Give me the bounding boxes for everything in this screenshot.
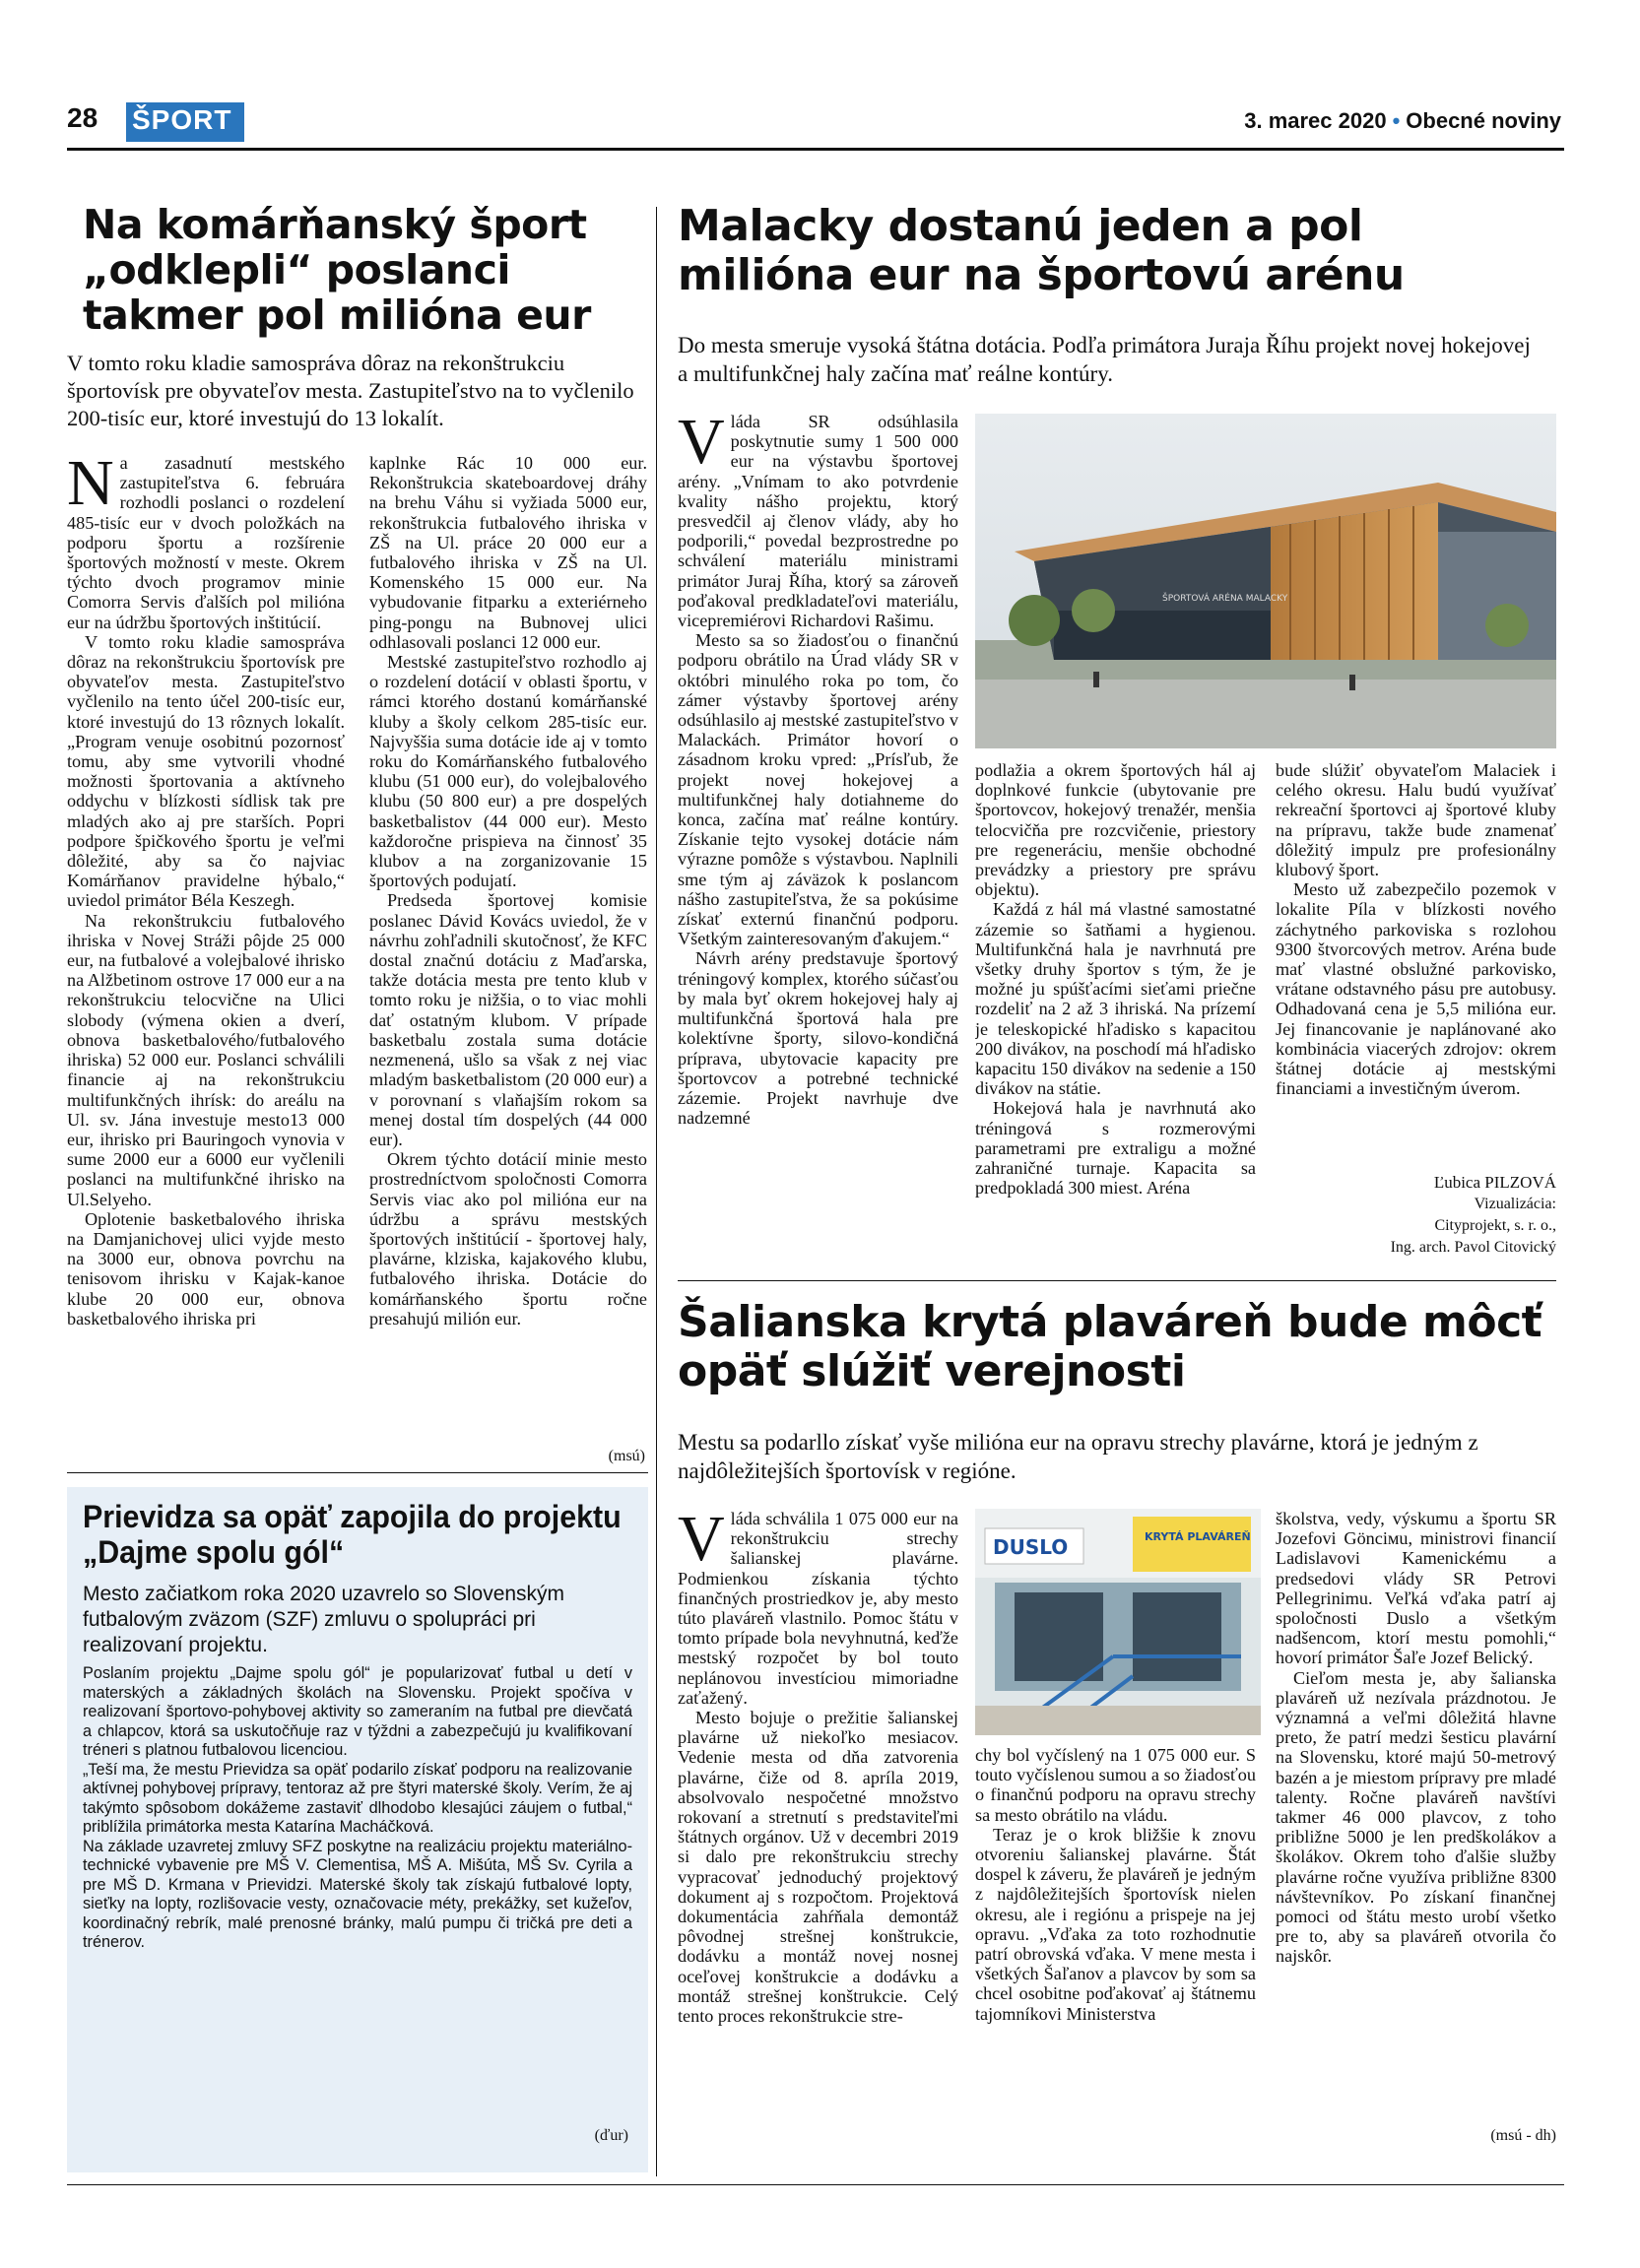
art2-lead: Do mesta smeruje vysoká štátna dotácia. Podľa primátora Juraja Říhu projekt novej hokejovej a multifunkčnej haly začína mať reálne kontúry. xyxy=(678,333,1531,386)
divider xyxy=(67,1472,648,1473)
art1-col2: kaplnke Rác 10 000 eur. Rekonštrukcia skateboardovej dráhy na brehu Váhu si vyžiada 5000 eur, rekonštrukcia futbalového ihriska v ZŠ na Ul. práce 20 000 eur a futbalového ihriska v ZŠ na Ul. Komenského 15 000 eur. Na vybudovanie fitparku a exteriérneho ping-pongu na Bubnovej ulici odhlasovali poslanci 12 000 eur. Mestské zastupiteľstvo rozhodlo aj o rozdelení dotácií v oblasti športu, v rámci ktorého dostanú komárňanské kluby a školy celkom 285-tisíc eur. Najvyššia suma dotácie ide aj v tomto roku do Komárňanského futbalového klubu (51 000 eur), do volejbalového klubu (50 800 eur) a pre dospelých basketbalistov (44 000 eur). Mesto každoročne prispieva na činnosť 35 klubov a na zorganizovanie 15 športových podujatí. Predseda športovej komisie poslanec Dávid Kovács uviedol, že v návrhu zohľadnili skutočnosť, že KFC dostal značnú dotáciu z Maďarska, takže dotácia mesta pre tento klub v tomto roku je nižšia, o to viac mohli dať ostatným klubom. V prípade basketbalu zostala suma dotácie nezmenená, ušlo sa však z nej viac mladým basketbalistom (20 000 eur) a v porovnaní s vlaňajším rokom sa menej dostal tím dospelých (44 000 eur). Okrem týchto dotácií minie mesto prostredníctvom spoločnosti Comorra Servis viac ako pol milióna eur na údržbu a správu mestských športových inštitúcií - športovej haly, plavárne, klziska, kajakového klubu, futbalového ihriska. Dotácie do komárňanského športu ročne presahujú milión eur. xyxy=(369,453,647,1328)
drop-cap: V xyxy=(678,1509,725,1575)
svg-text:KRYTÁ PLAVÁREŇ: KRYTÁ PLAVÁREŇ xyxy=(1145,1530,1251,1543)
drop-cap: V xyxy=(678,412,725,478)
art1-col1: N a zasadnutí mestského zastupiteľstva 6. februára rozhodli poslanci o rozdelení 485-tisíc eur v dvoch položkách na podporu športu a rozšírenie športových možností v meste. Okrem týchto dvoch programov minie Comorra Servis ďalších pol milióna eur na údržbu športových inštitúcií. V tomto roku kladie samospráva dôraz na rekonštrukciu športovísk pre obyvateľov mesta. Zastupiteľstvo vyčlenilo na tento účel 200-tisíc eur, ktoré investujú do 13 rôznych lokalít. „Program venuje osobitnú pozornosť tomu, aby sme vytvorili vhodné možnosti športovania a aktívneho oddychu v blízkosti sídlisk tak pre mladých ako aj pre starších. Popri podpore špičkového športu je veľmi dôležité, aby sa čo najviac Komárňanov pravidelne hýbalo,“ uviedol primátor Béla Keszegh. Na rekonštrukciu futbalového ihriska v Novej Stráži pôjde 25 000 eur, na futbalové a volejbalové ihrisko na Alžbetinom ostrove 17 000 eur a na rekonštrukciu telocvične na Ulici slobody (výmena okien a dverí, obnova basketbalového/futbalového ihriska) 52 000 eur. Poslanci schválili financie aj na rekonštrukciu multifunkčných ihrísk: do areálu na Ul. sv. Jána investuje mesto13 000 eur, ihrisko pri Bauringoch vynovia v sume 2000 eur a 6000 eur vyčlenili poslanci na multifunkčné ihrisko na Ul.Selyeho. Oplotenie basketbalového ihriska na Damjanichovej ulici vyjde mesto na 3000 eur, obnova povrchu na tenisovom ihrisku v Kajak-kanoe klube 20 000 eur, obnova basketbalového ihriska pri xyxy=(67,453,345,1328)
art3-col3: školstva, vedy, výskumu a športu SR Jozefovi Gönciмu, ministrovi financií Ladislavovi Kamenickému a predsedovi vlády SR Petrovi Pellegrinimu. Veľká vďaka patrí aj spoločnosti Duslo a všetkým nadšencom, ktorí mestu pomohli,“ hovorí primátor Šaľe Jozef Belický. Cieľom mesta je, aby šalianska plaváreň už nezívala prázdnotou. Je významná a veľmi dôležitá hlavne preto, že patrí medzi šesticu plavární na Slovensku, ktoré majú 50-metrový bazén a je miestom prípravy pre mladé talenty. Ročne plaváreň navštívi takmer 46 000 plavcov, z toho približne 5000 je len predškolákov a školákov. Okrem toho ďalšie služby plavárne ročne využíva približne 8300 návštevníkov. Po získaní finančnej pomoci od štátu mesto urobí všetko pre to, aby sa plaváreň otvorila čo najskôr. xyxy=(1276,1509,1556,1967)
box-title: Prievidza sa opäť zapojila do projektu „Dajme spolu gól“ xyxy=(83,1499,622,1570)
svg-text:DUSLO: DUSLO xyxy=(993,1535,1069,1559)
box-body: Poslaním projektu „Dajme spolu gól“ je popularizovať futbal u detí v materských a základných školách na Slovensku. Projekt spočíva v realizovaní športovo-pohybovej aktivity so zameraním na futbal pre dievčatá a chlapcov, ktorá sa uskutočňuje raz v týždni a zabezpečujú ju kvalifikovaní tréneri s platnou futbalovou licenciou. „Teší ma, že mestu Prievidza sa opäť podarilo získať podporu na realizovanie aktívnej pohybovej prípravy, tentoraz až pre štyri materské školy. Verím, že aj takýmto spôsobom dokážeme zastaviť dlhodobo klesajúci záujem o futbal,“ priblížila primátorka mesta Katarína Macháčková. Na základe uzavretej zmluvy SFZ poskytne na realizáciu projektu materiálno-technické vybavenie pre MŠ V. Clementisa, MŠ A. Mišúta, MŠ Sv. Cyrila a pre MŠ D. Krmana v Prievidzi. Materské školy tak získajú futbalové lopty, sieťky na lopty, rozlišovacie vesty, označovacie méty, prekážky, set kužeľov, koordinačný rebrík, malé prenosné bránky, malú pumpu či tričká pre deti a trénerov. xyxy=(83,1664,632,1951)
header-date: 3. marec 2020 • Obecné noviny xyxy=(1244,108,1561,133)
drop-cap: N xyxy=(67,453,114,519)
box-lead: Mesto začiatkom roka 2020 uzavrelo so Slovenským futbalovým zväzom (SZF) zmluvu o spolupráci pri realizovaní projektu. xyxy=(83,1583,565,1656)
art2-col1: V láda SR odsúhlasila poskytnutie sumy 1 500 000 eur na výstavbu športovej arény. „Vnímam to ako potvrdenie kvality nášho projektu, ktorý presvedčil aj členov vlády, aby ho podporili,“ povedal bezprostredne po schválení materiálu ministrami primátor Juraj Říha, ktorý sa zároveň poďakoval predkladateľovi materiálu, vicepremiérovi Richardovi Rašimu. Mesto sa so žiadosťou o finančnú podporu obrátilo na Úrad vlády SR v októbri minulého roka po tom, čo zámer výstavby športovej arény odsúhlasilo aj mestské zastupiteľstvo v Malackách. Primátor hovorí o zásadnom kroku vpred: „Prísľub, že projekt novej hokejovej a multifunkčnej haly dotiahneme do konca, začína mať reálne kontúry. Získanie tejto vysokej dotácie nám výrazne pomôže s výstavbou. Naplnili sme tým aj záväzok k poslancom nášho zastupiteľstva, že sa pokúsime získať externú finančnú podporu. Všetkým zainteresovaným ďakujem.“ Návrh arény predstavuje športový tréningový komplex, ktorého súčasťou by mala byť okrem hokejovej haly aj multifunkčná športová hala pre kolektívne športy, silovo-kondičná príprava, ubytovacie kapacity pre športovcov a potrebné technické zázemie. Projekt navrhuje dve nadzemné xyxy=(678,412,958,1129)
art3-col1: V láda schválila 1 075 000 eur na rekonštrukciu strechy šalianskej plavárne. Podmienkou získania týchto finančných prostriedkov je, aby mesto túto plaváreň vlastnilo. Pomoc štátu v tomto prípade bola nevyhnutná, keďže mestský rozpočet by bol touto neplánovou investíciou mimoriadne zaťažený. Mesto bojuje o prežitie šalianskej plavárne už niekoľko mesiacov. Vedenie mesta od dňa zatvorenia plavárne, čiže od 8. apríla 2019, absolvovalo nespočetné množstvo rokovaní a stretnutí s predstaviteľmi štátnych orgánov. Už v decembri 2019 si dalo pre rekonštrukciu strechy vypracovať jednoduchý projektový dokument aj s rozpočtom. Projektová dokumentácia zahŕňala demontáž pôvodnej strešnej konštrukcie, dodávku a montáž novej nosnej oceľovej konštrukcie a dodávku a montáž strešnej konštrukcie. Celý tento proces rekonštrukcie stre- xyxy=(678,1509,958,2027)
prievidza-box xyxy=(67,1487,648,2172)
header-rule xyxy=(67,148,1564,151)
art2-col3: bude slúžiť obyvateľom Malaciek i celého okresu. Halu budú využívať rekreační športovci aj športové kluby na prípravu, takže bude znamenať dôležitý impulz pre profesionálny klubový šport. Mesto už zabezpečilo pozemok v lokalite Píla v blízkosti nového záchytného parkoviska s rozlohou 9300 štvorcových metrov. Aréna bude mať vlastné obslužné parkovisko, vrátane odstavného pásu pre autobusy. Odhadovaná cena je 5,5 milióna eur. Jej financovanie je naplánované ako kombinácia viacerých zdrojov: okrem štátnej dotácie aj mestskými financiami a investičným úverom. xyxy=(1276,760,1556,1099)
section-label: ŠPORT xyxy=(126,102,244,142)
art3-signature: (msú - dh) xyxy=(1490,2127,1556,2144)
art3-title: Šalianska krytá plaváreň bude môcť opäť slúžiť verejnosti xyxy=(678,1297,1542,1396)
column-divider xyxy=(656,207,657,2176)
art3-lead: Mestu sa podarllo získať vyše milióna eur na opravu strechy plavárne, ktorá je jedným z najdôležitejších športovísk v regióne. xyxy=(678,1430,1478,1483)
art2-signature: Ľubica PILZOVÁ Vizualizácia: Cityprojekt, s. r. o., Ing. arch. Pavol Citovický xyxy=(1390,1173,1556,1256)
art2-title: Malacky dostanú jeden a pol milióna eur na športovú arénu xyxy=(678,201,1405,300)
art1-signature: (msú) xyxy=(608,1448,645,1464)
art3-col2: chy bol vyčíslený na 1 075 000 eur. S touto vyčíslenou sumou a so žiadosťou o finančnú podporu na opravu strechy sa mesto obrátilo na vládu. Teraz je o krok bližšie k znovu otvoreniu šalianskej plavárne. Štát dospel k záveru, že plaváreň je jedným z najdôležitejších športovísk nielen okresu, ale i regiónu a prispeje na jej opravu. „Vďaka za toto rozhodnutie patrí obrovská vďaka. V mene mesta i všetkých Šaľanov a plavcov by som sa chcel osobitne poďakovať aj štátnemu tajomníkovi Ministerstva xyxy=(975,1745,1256,2024)
art1-title: Na komárňanský šport „odklepli“ poslanci takmer pol milióna eur xyxy=(83,201,591,339)
art1-lead: V tomto roku kladie samospráva dôraz na rekonštrukciu športovísk pre obyvateľov mesta. Zastupiteľstvo na to vyčlenilo 200-tisíc eur, ktoré investujú do 13 lokalít. xyxy=(67,351,634,430)
footer-rule xyxy=(67,2184,1564,2185)
svg-text:ŠPORTOVÁ ARÉNA MALACKY: ŠPORTOVÁ ARÉNA MALACKY xyxy=(1162,594,1288,604)
divider xyxy=(678,1280,1556,1281)
art2-col2: podlažia a okrem športových hál aj doplnkové funkcie (ubytovanie pre športovcov, hokejový trenažér, menšia telocvičňa pre rozcvičenie, priestory pre regeneráciu, menšie obchodné prevádzky a priestory pre správu objektu). Každá z hál má vlastné samostatné zázemie so šatňami a hygienou. Multifunkčná hala je navrhnutá pre všetky druhy športov s tým, že je možné ju spúšťacími sieťami priečne rozdeliť na 2 až 3 ihriská. Na prízemí je teleskopické hľadisko s kapacitou 200 divákov, na poschodí má hľadisko kapacitu 150 divákov na sedenie a 150 divákov na státie. Hokejová hala je navrhnutá ako tréningová s rozmerovými parametrami pre extraligu a možné zahraničné turnaje. Kapacita sa predpokladá 300 miest. Aréna xyxy=(975,760,1256,1199)
page-number: 28 xyxy=(67,102,98,133)
box-signature: (ďur) xyxy=(594,2127,628,2144)
pool-photo xyxy=(975,1509,1261,1735)
arena-visualization xyxy=(975,414,1556,748)
